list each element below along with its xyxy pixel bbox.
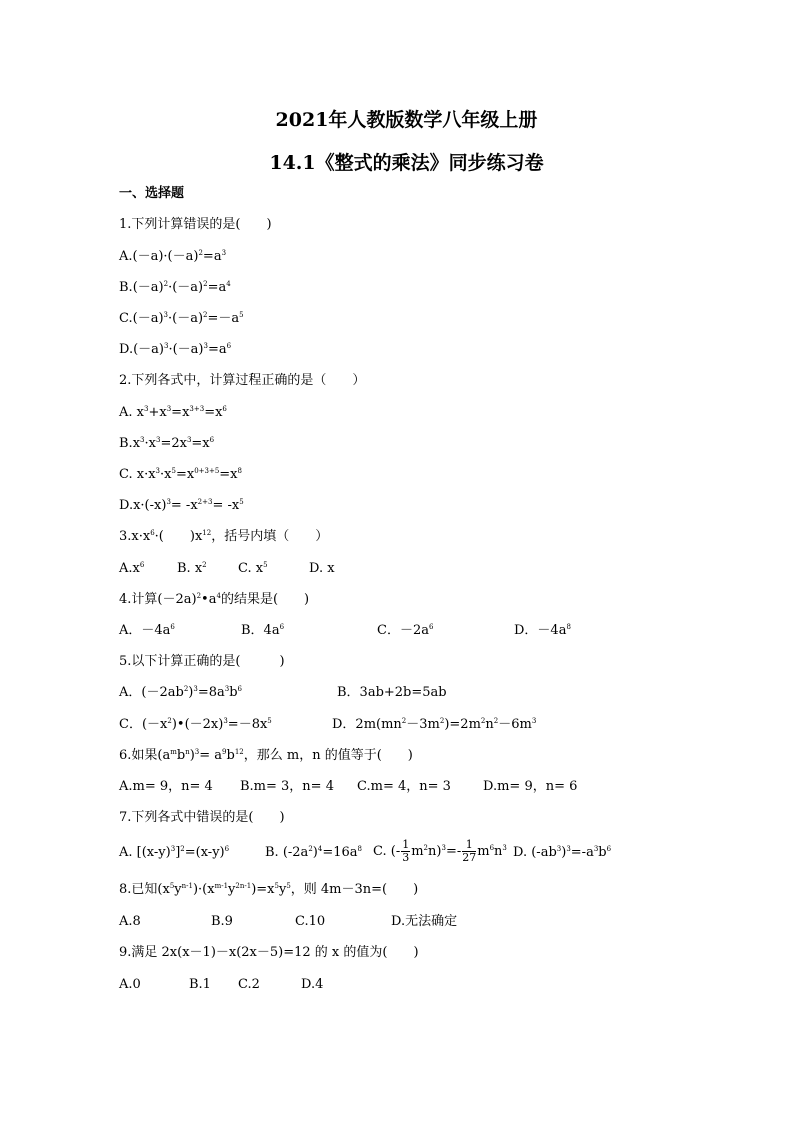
q1-option-b: $B.(-a)^2\cdot(-a)^2=a^4$ (119, 280, 231, 295)
question-6-stem: 6.如果$(a^mb^n)^3= a^9b^{12}$，那么 m，n 的值等于( ) (119, 748, 413, 763)
q1-option-a: $A.(-a)\cdot(-a)^2=a^3$ (119, 249, 227, 264)
question-7-stem: 7.下列各式中错误的是( ) (119, 810, 285, 825)
q4-option-d: D．$-4a^8$ (514, 623, 571, 638)
question-5-stem: 5.以下计算正确的是( ) (119, 654, 285, 669)
fraction-one-twentyseventh: $\frac{1}{27}$ (462, 838, 477, 864)
q1-option-c: $C.(-a)^3\cdot(-a)^2=-a^5$ (119, 311, 244, 326)
q6-option-c: C.m= 4，n= 3 (357, 779, 451, 794)
q9-option-b: B.1 (189, 977, 211, 992)
q6-options (119, 779, 719, 795)
page-subtitle: 14.1《整式的乘法》同步练习卷 (269, 152, 544, 174)
q2-option-c: C. $x\cdot x^3\cdot x^5=x^{0+3+5}=x^8$ (119, 467, 242, 482)
question-8-stem: 8.已知$(x^5y^{n-1})\cdot(x^{m-1}y^{2n-1})=x^5y^5$，则 4m－3n=( ) (119, 882, 419, 897)
question-2-stem: 2.下列各式中，计算过程正确的是（ ） (119, 373, 366, 388)
q7-option-c: C. (- $\frac{1}{3}$ $m^2n)^3=-$ $\frac{1}{27}$ $m^6n^3$ (373, 838, 507, 864)
q3-option-b: B. $x^2$ (177, 561, 207, 576)
q3-option-c: C. $x^5$ (238, 561, 268, 576)
q6-option-a: A.m= 9，n= 4 (119, 779, 213, 794)
question-3-stem: $3.x\cdot x^6\cdot$( )$x^{12}$，括号内填（ ） (119, 529, 329, 544)
question-9-stem: 9.满足 2x(x－1)－x(2x－5)=12 的 x 的值为( ) (119, 945, 419, 960)
q8-option-d: D.无法确定 (391, 914, 458, 929)
q7-options (119, 838, 739, 867)
q5-options-row2 (119, 717, 719, 733)
q8-option-c: C.10 (295, 914, 326, 929)
q8-options (119, 914, 719, 930)
q5-option-a: A．$(-2ab^2)^3=8a^3b^6$ (119, 685, 243, 700)
section-heading: 一、选择题 (119, 186, 185, 201)
q1-option-d: $D.(-a)^3\cdot(-a)^3=a^6$ (119, 342, 232, 357)
q6-option-d: D.m= 9，n= 6 (483, 779, 578, 794)
q2-option-a: A. $x^3+x^3=x^{3+3}=x^6$ (119, 405, 227, 420)
q4-options (119, 623, 719, 639)
q8-option-a: A.8 (119, 914, 141, 929)
question-1-stem: 1.下列计算错误的是( ) (119, 217, 272, 232)
q5-options-row1 (119, 685, 719, 701)
q6-option-b: B.m= 3，n= 4 (240, 779, 334, 794)
q9-option-c: C.2 (238, 977, 260, 992)
q3-option-d: D. x (309, 561, 335, 576)
q2-option-b: $B.x^3\cdot x^3=2x^3=x^6$ (119, 436, 215, 451)
q5-option-b: B．3ab+2b=5ab (337, 685, 447, 700)
q7-option-d: D. $(-ab^3)^3=-a^3b^6$ (513, 845, 612, 860)
q4-option-c: C．$-2a^6$ (377, 623, 434, 638)
q9-options (119, 977, 719, 993)
q5-option-c: C．$(-x^2)•(-2x)^3=-8x^5$ (119, 717, 272, 732)
q3-option-a: $A.x^6$ (119, 561, 145, 576)
q7-option-a: A. $[(x-y)^3]^2=(x-y)^6$ (119, 845, 230, 860)
q9-option-a: A.0 (119, 977, 141, 992)
q4-option-b: B．$4a^6$ (241, 623, 285, 638)
fraction-one-third: $\frac{1}{3}$ (402, 838, 410, 864)
q8-option-b: B.9 (211, 914, 233, 929)
page-title: 2021年人教版数学八年级上册 (275, 109, 538, 131)
q3-options (119, 561, 719, 577)
q9-option-d: D.4 (301, 977, 324, 992)
q7-option-b: B. $(-2a^2)^4=16a^8$ (265, 845, 362, 860)
q4-option-a: A．$-4a^6$ (119, 623, 175, 638)
q2-option-d: $D.x\cdot(-x)^3= -x^{2+3}= -x^5$ (119, 498, 244, 513)
question-4-stem: 4.计算$(-2a)^2•a^4$的结果是( ) (119, 592, 310, 607)
q5-option-d: D．$2m(mn^2-3m^2)=2m^2n^2-6m^3$ (332, 717, 537, 732)
